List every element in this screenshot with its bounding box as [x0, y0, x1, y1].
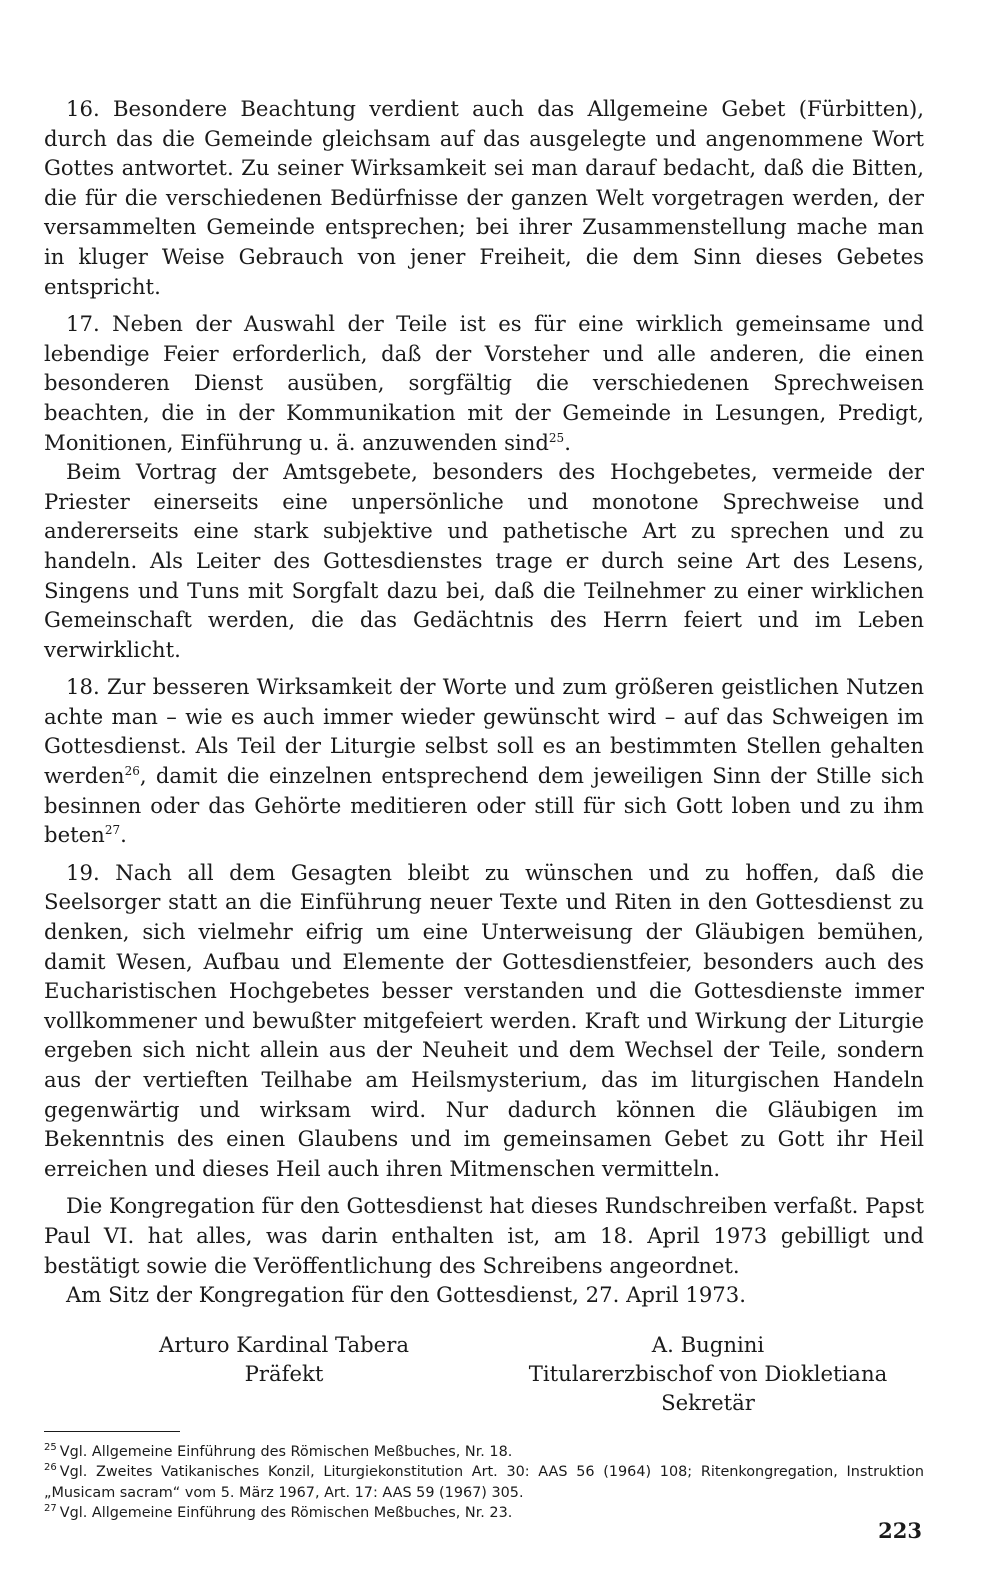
- signature-left: [104, 1330, 464, 1417]
- footnote-26: [44, 1462, 924, 1503]
- paragraph-17-end: .: [564, 429, 571, 455]
- signature-right-role: Sekretär: [661, 1389, 755, 1415]
- footnote-27: [44, 1503, 924, 1524]
- paragraph-18: [44, 672, 924, 850]
- paragraph-closing-text: Die Kongregation für den Gottesdienst hat dieses Rundschreiben verfaßt. Papst Paul VI. hat alles, was darin enthalten ist, am 18. April 1973 gebilligt und bestätigt sowie die Veröffentlichung des Schreibens angeordnet.: [44, 1193, 924, 1278]
- footnote-26-mark: 26: [44, 1462, 57, 1474]
- paragraph-16: [44, 94, 924, 301]
- paragraph-17: [44, 309, 924, 457]
- paragraph-closing: [44, 1191, 924, 1280]
- paragraph-18-middle: , damit die einzelnen entsprechend dem jeweiligen Sinn der Stille sich besinnen oder das Gehörte meditieren oder still für sich Gott loben und zu ihm beten: [44, 763, 924, 848]
- footnote-divider: [44, 1431, 180, 1432]
- paragraph-date: [44, 1280, 924, 1310]
- footnote-25-mark: 25: [44, 1441, 57, 1453]
- paragraph-17-continued: [44, 457, 924, 664]
- signature-left-name: Arturo Kardinal Tabera: [159, 1331, 409, 1357]
- footnote-ref-26: 26: [124, 764, 140, 778]
- paragraph-17-continued-text: Beim Vortrag der Amtsgebete, besonders des Hochgebetes, vermeide der Priester einerseits eine unpersönliche und monotone Sprechweise und andererseits eine stark subjektive und pathetische Art zu sprechen und zu handeln. Als Leiter des Gottesdienstes trage er durch seine Art des Lesens, Singens und Tuns mit Sorgfalt dazu bei, daß die Teilnehmer zu einer wirklichen Gemeinschaft werden, die das Gedächtnis des Herrn feiert und im Leben verwirklicht.: [44, 459, 924, 662]
- paragraph-18-end: .: [120, 822, 127, 848]
- footnote-ref-25: 25: [548, 430, 565, 445]
- footnote-25: [44, 1442, 924, 1463]
- paragraph-date-text: Am Sitz der Kongregation für den Gottesdienst, 27. April 1973.: [66, 1282, 747, 1308]
- signature-right: [498, 1330, 918, 1417]
- footnote-26-text: Vgl. Zweites Vatikanisches Konzil, Liturgiekonstitution Art. 30: AAS 56 (1964) 108; Ritenkongregation, Instruktion „Musicam sacram“ vom 5. März 1967, Art. 17: AAS 59 (1967) 305.: [44, 1464, 924, 1501]
- paragraph-19: [44, 858, 924, 1184]
- footnote-25-text: Vgl. Allgemeine Einführung des Römischen Meßbuches, Nr. 18.: [59, 1443, 513, 1460]
- signature-left-role: Präfekt: [244, 1360, 324, 1386]
- signature-right-name: A. Bugnini: [651, 1331, 765, 1357]
- paragraph-16-text: 16. Besondere Beachtung verdient auch das Allgemeine Gebet (Fürbitten), durch das die Gemeinde gleichsam auf das ausgelegte und angenommene Wort Gottes antwortet. Zu seiner Wirksamkeit sei man darauf bedacht, daß die Bitten, die für die verschiedenen Bedürfnisse der ganzen Welt vorgetragen werden, der versammelten Gemeinde entsprechen; bei ihrer Zusammenstellung mache man in kluger Weise Gebrauch von jener Freiheit, die dem Sinn dieses Gebetes entspricht.: [44, 96, 924, 299]
- paragraph-18-text: 18. Zur besseren Wirksamkeit der Worte und zum größeren geistlichen Nutzen achte man – wie es auch immer wieder gewünscht wird – auf das Schweigen im Gottesdienst. Als Teil der Liturgie selbst soll es an bestimmten Stellen gehalten werden: [44, 674, 924, 789]
- page-number: 223: [878, 1518, 922, 1543]
- document-page: [44, 94, 924, 1524]
- footnote-ref-27: 27: [104, 823, 121, 838]
- signature-section: [44, 1330, 924, 1417]
- footnote-27-text: Vgl. Allgemeine Einführung des Römischen Meßbuches, Nr. 23.: [59, 1505, 513, 1522]
- paragraph-17-text: 17. Neben der Auswahl der Teile ist es für eine wirklich gemeinsame und lebendige Feier erforderlich, daß der Vorsteher und alle anderen, die einen besonderen Dienst ausüben, sorgfältig die verschiedenen Sprechweisen beachten, die in der Kommunikation mit der Gemeinde in Lesungen, Predigt, Monitionen, Einführung u. ä. anzuwenden sind: [44, 311, 924, 455]
- footnote-27-mark: 27: [44, 1503, 57, 1515]
- paragraph-19-text: 19. Nach all dem Gesagten bleibt zu wünschen und zu hoffen, daß die Seelsorger statt an die Einführung neuer Texte und Riten in den Gottesdienst zu denken, sich vielmehr eifrig um eine Unterweisung der Gläubigen bemühen, damit Wesen, Aufbau und Elemente der Gottesdienstfeier, besonders auch des Eucharistischen Hochgebetes besser verstanden und die Gottesdienste immer vollkommener und bewußter mitgefeiert werden. Kraft und Wirkung der Liturgie ergeben sich nicht allein aus der Neuheit und dem Wechsel der Teile, sondern aus der vertieften Teilhabe am Heilsmysterium, das im liturgischen Handeln gegenwärtig und wirksam wird. Nur dadurch können die Gläubigen im Bekenntnis des einen Glaubens und im gemeinsamen Gebet zu Gott ihr Heil erreichen und dieses Heil auch ihren Mitmenschen vermitteln.: [44, 859, 924, 1181]
- signature-right-title: Titularerzbischof von Diokletiana: [528, 1360, 888, 1386]
